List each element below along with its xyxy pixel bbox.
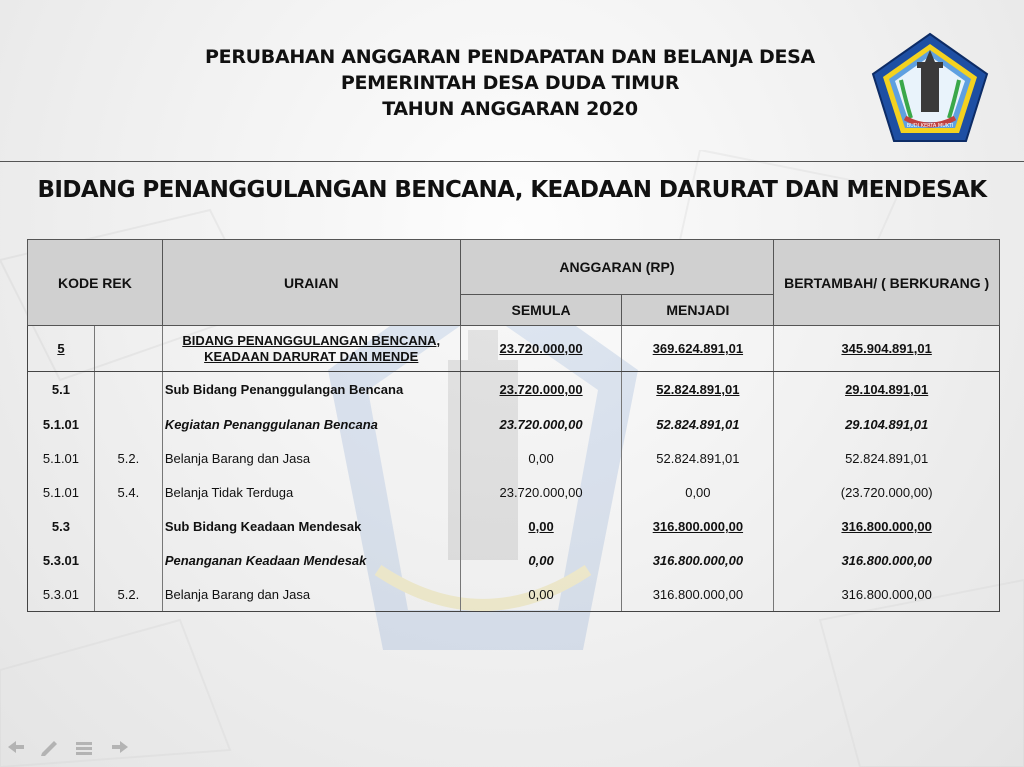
cell-rek [94, 326, 162, 372]
cell-kode: 5.1.01 [28, 476, 95, 510]
cell-uraian: Belanja Barang dan Jasa [162, 442, 460, 476]
table-row [28, 408, 1000, 442]
header-line-1: PERUBAHAN ANGGARAN PENDAPATAN DAN BELANJA DESA [205, 46, 815, 68]
arrow-right-icon[interactable] [112, 741, 128, 753]
cell-menjadi: 316.800.000,00 [622, 510, 774, 544]
cell-rek [94, 510, 162, 544]
cell-menjadi: 52.824.891,01 [622, 372, 774, 408]
cell-rek [94, 544, 162, 578]
cell-semula: 23.720.000,00 [460, 476, 622, 510]
menu-icon[interactable] [76, 742, 92, 755]
pen-icon[interactable] [41, 741, 57, 756]
table-row [28, 544, 1000, 578]
cell-menjadi: 52.824.891,01 [622, 408, 774, 442]
cell-uraian: Belanja Barang dan Jasa [162, 578, 460, 612]
cell-bertambah: 52.824.891,01 [774, 442, 1000, 476]
cell-bertambah: 345.904.891,01 [774, 326, 1000, 372]
cell-semula: 0,00 [460, 510, 622, 544]
arrow-left-icon[interactable] [8, 741, 24, 753]
header-kode-rek: KODE REK [28, 240, 163, 326]
header-divider [0, 161, 1024, 162]
section-title: BIDANG PENANGGULANGAN BENCANA, KEADAAN DARURAT DAN MENDESAK [37, 177, 987, 203]
cell-kode: 5.3.01 [28, 544, 95, 578]
cell-kode: 5.3.01 [28, 578, 95, 612]
cell-menjadi: 316.800.000,00 [622, 578, 774, 612]
cell-bertambah: 316.800.000,00 [774, 510, 1000, 544]
cell-menjadi: 52.824.891,01 [622, 442, 774, 476]
cell-rek: 5.2. [94, 578, 162, 612]
table-row [28, 510, 1000, 544]
cell-rek [94, 372, 162, 408]
header-bertambah: BERTAMBAH/ ( BERKURANG ) [774, 240, 1000, 326]
cell-rek [94, 408, 162, 442]
cell-menjadi: 0,00 [622, 476, 774, 510]
slideshow-nav [6, 738, 130, 756]
cell-semula: 23.720.000,00 [460, 326, 622, 372]
budget-table [27, 239, 1000, 612]
cell-bertambah: 316.800.000,00 [774, 544, 1000, 578]
header-semula: SEMULA [460, 295, 622, 326]
header-menjadi: MENJADI [622, 295, 774, 326]
cell-menjadi: 369.624.891,01 [622, 326, 774, 372]
cell-kode: 5.3 [28, 510, 95, 544]
cell-uraian: BIDANG PENANGGULANGAN BENCANA, KEADAAN DARURAT DAN MENDE [162, 326, 460, 372]
cell-semula: 0,00 [460, 442, 622, 476]
cell-uraian: Kegiatan Penanggulanan Bencana [162, 408, 460, 442]
cell-uraian: Penanganan Keadaan Mendesak [162, 544, 460, 578]
table-row [28, 578, 1000, 612]
cell-uraian: Sub Bidang Keadaan Mendesak [162, 510, 460, 544]
cell-menjadi: 316.800.000,00 [622, 544, 774, 578]
cell-bertambah: 316.800.000,00 [774, 578, 1000, 612]
cell-kode: 5.1.01 [28, 408, 95, 442]
table-row [28, 372, 1000, 408]
table-row [28, 442, 1000, 476]
cell-rek: 5.2. [94, 442, 162, 476]
cell-bertambah: 29.104.891,01 [774, 372, 1000, 408]
header-line-2: PEMERINTAH DESA DUDA TIMUR [340, 72, 680, 94]
cell-uraian: Sub Bidang Penanggulangan Bencana [162, 372, 460, 408]
cell-uraian: Belanja Tidak Terduga [162, 476, 460, 510]
header-anggaran: ANGGARAN (RP) [460, 240, 774, 295]
table-row [28, 326, 1000, 372]
table-row [28, 476, 1000, 510]
cell-semula: 23.720.000,00 [460, 408, 622, 442]
cell-kode: 5.1.01 [28, 442, 95, 476]
header-uraian: URAIAN [162, 240, 460, 326]
header-line-3: TAHUN ANGGARAN 2020 [382, 98, 638, 120]
regency-logo [871, 32, 989, 144]
cell-kode: 5.1 [28, 372, 95, 408]
cell-semula: 0,00 [460, 544, 622, 578]
cell-bertambah: 29.104.891,01 [774, 408, 1000, 442]
cell-semula: 0,00 [460, 578, 622, 612]
cell-kode: 5 [28, 326, 95, 372]
logo-motto: BUDI KERTA MUKTI [906, 123, 954, 129]
cell-bertambah: (23.720.000,00) [774, 476, 1000, 510]
cell-rek: 5.4. [94, 476, 162, 510]
cell-semula: 23.720.000,00 [460, 372, 622, 408]
